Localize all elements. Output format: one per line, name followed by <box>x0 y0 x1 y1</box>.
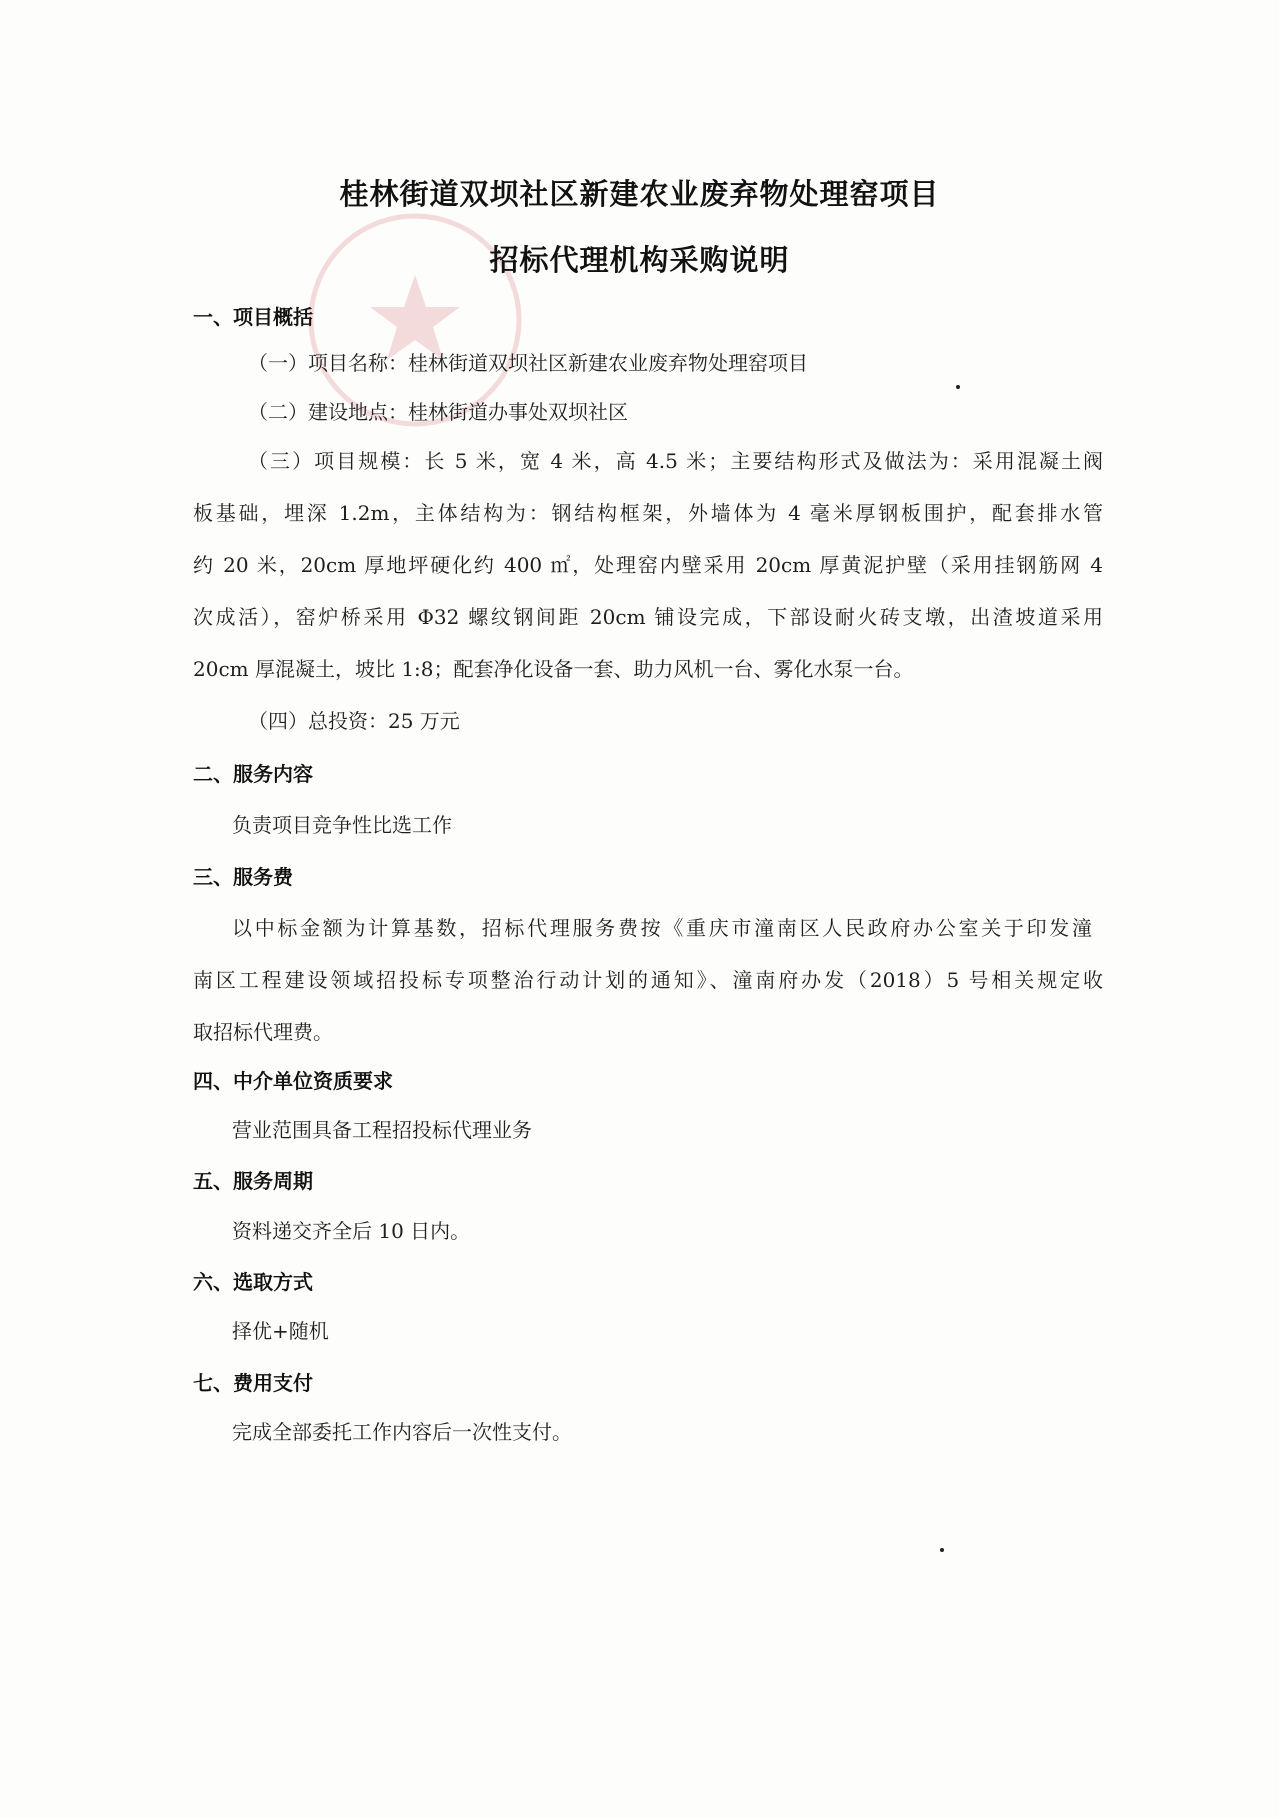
total-investment-line: （四）总投资：25 万元 <box>248 709 460 733</box>
project-scale-line-1: （三）项目规模：长 5 米，宽 4 米，高 4.5 米；主要结构形式及做法为：采用混凝土阀 <box>248 449 1103 473</box>
scan-speck <box>940 1548 944 1552</box>
project-scale-line-2: 板基础，埋深 1.2m，主体结构为：钢结构框架，外墙体为 4 毫米厚钢板围护，配套排水管 <box>193 501 1103 525</box>
section-5-heading: 五、服务周期 <box>193 1169 313 1193</box>
document-title-line-1: 桂林街道双坝社区新建农业废弃物处理窑项目 <box>339 177 940 211</box>
service-fee-line-3: 取招标代理费。 <box>193 1020 333 1044</box>
service-fee-line-2: 南区工程建设领域招投标专项整治行动计划的通知》、潼南府办发（2018）5 号相关规定收 <box>193 968 1103 992</box>
selection-method-text: 择优+随机 <box>232 1319 329 1343</box>
section-3-heading: 三、服务费 <box>193 865 293 889</box>
project-name-line: （一）项目名称：桂林街道双坝社区新建农业废弃物处理窑项目 <box>248 351 808 375</box>
project-location-line: （二）建设地点：桂林街道办事处双坝社区 <box>248 400 628 424</box>
section-1-heading: 一、项目概括 <box>193 305 313 329</box>
section-4-heading: 四、中介单位资质要求 <box>193 1069 393 1093</box>
project-scale-line-3: 约 20 米，20cm 厚地坪硬化约 400 ㎡，处理窑内壁采用 20cm 厚黄泥护壁（采用挂钢筋网 4 <box>193 553 1103 577</box>
project-scale-line-5: 20cm 厚混凝土，坡比 1:8；配套净化设备一套、助力风机一台、雾化水泵一台。 <box>193 657 914 681</box>
scan-speck <box>956 385 960 389</box>
section-7-heading: 七、费用支付 <box>193 1371 313 1395</box>
service-content-text: 负责项目竞争性比选工作 <box>232 813 452 837</box>
project-scale-line-4: 次成活），窑炉桥采用 Φ32 螺纹钢间距 20cm 铺设完成，下部设耐火砖支墩，出渣坡道采用 <box>193 605 1103 629</box>
document-title-line-2: 招标代理机构采购说明 <box>489 243 790 277</box>
section-2-heading: 二、服务内容 <box>193 762 313 786</box>
payment-text: 完成全部委托工作内容后一次性支付。 <box>232 1420 572 1444</box>
section-6-heading: 六、选取方式 <box>193 1270 313 1294</box>
service-fee-line-1: 以中标金额为计算基数，招标代理服务费按《重庆市潼南区人民政府办公室关于印发潼 <box>232 916 1092 940</box>
qualification-text: 营业范围具备工程招投标代理业务 <box>232 1118 532 1142</box>
service-period-text: 资料递交齐全后 10 日内。 <box>232 1219 471 1243</box>
